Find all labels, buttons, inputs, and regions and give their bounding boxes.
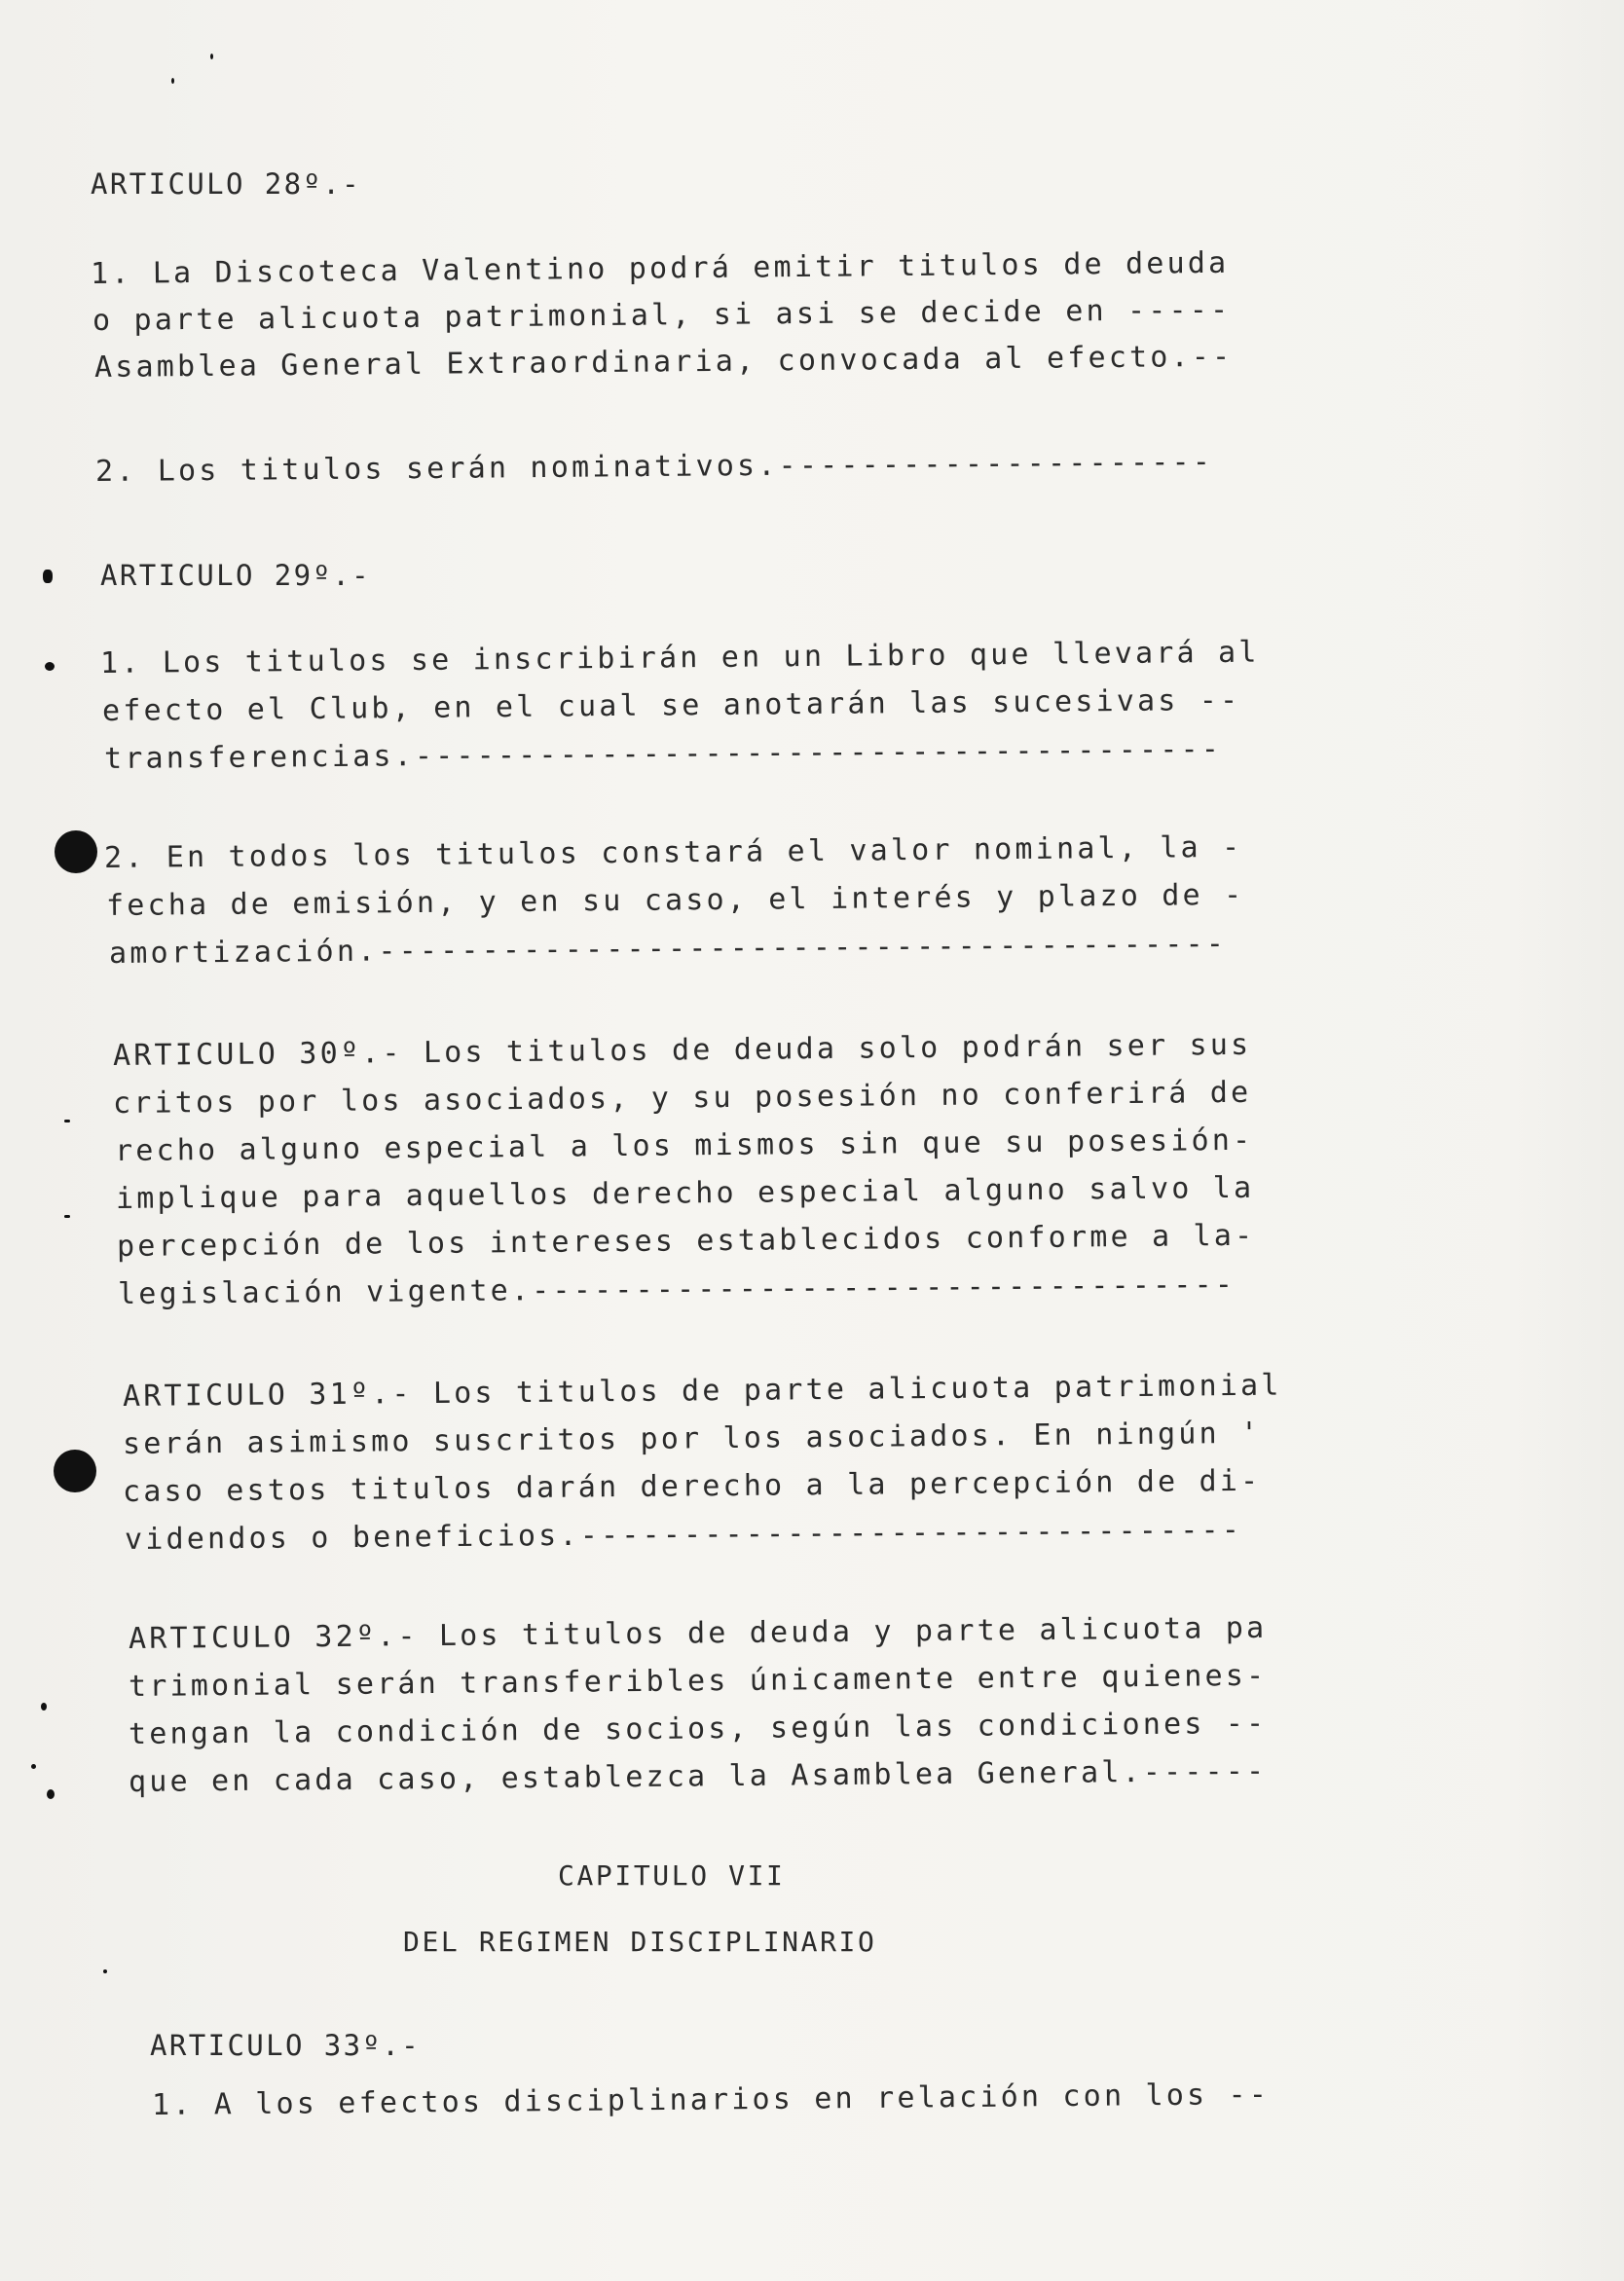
article-29-line-6: amortización.----------------------------------------- (108, 926, 1228, 971)
margin-speck-4 (64, 1215, 70, 1218)
chapter-title: CAPITULO VII (558, 1859, 786, 1892)
article-30-line-6: legislación vigente.---------------------------------- (117, 1267, 1236, 1311)
margin-speck-9 (171, 78, 174, 84)
article-33-line-1: 1. A los efectos disciplinarios en relación con los -- (151, 2077, 1271, 2122)
article-29-line-5: fecha de emisión, y en su caso, el interés y plazo de - (105, 877, 1245, 923)
margin-speck-5 (41, 1703, 47, 1711)
article-31-line-4: videndos o beneficios.-------------------------------- (124, 1512, 1243, 1557)
article-31-line-2: serán asimismo suscritos por los asociados. En ningún ' (122, 1416, 1262, 1461)
article-29-heading: ARTICULO 29º.- (100, 559, 372, 592)
margin-speck-3 (64, 1120, 70, 1122)
article-33-heading: ARTICULO 33º.- (150, 2029, 422, 2062)
article-29-line-3: transferencias.--------------------------------------- (103, 731, 1223, 776)
article-32-line-1: ARTICULO 32º.- Los titulos de deuda y parte alicuota pa (128, 1610, 1268, 1656)
article-30-line-3: recho alguno especial a los mismos sin que su posesión- (114, 1122, 1254, 1168)
punch-hole-upper (55, 830, 97, 873)
article-29-line-2: efecto el Club, en el cual se anotarán las sucesivas -- (101, 682, 1241, 728)
article-31-line-3: caso estos titulos darán derecho a la percepción de di- (122, 1463, 1262, 1509)
margin-speck-10 (103, 1969, 107, 1973)
margin-speck-1 (43, 570, 53, 583)
article-30-line-1: ARTICULO 30º.- Los titulos de deuda solo podrán ser sus (112, 1027, 1252, 1073)
margin-speck-7 (47, 1789, 55, 1799)
article-28-line-1: 1. La Discoteca Valentino podrá emitir titulos de deuda (90, 245, 1230, 291)
article-32-line-3: tengan la condición de socios, según las condiciones -- (128, 1706, 1268, 1751)
article-30-line-4: implique para aquellos derecho especial alguno salvo la (115, 1170, 1255, 1216)
margin-speck-6 (31, 1764, 36, 1769)
article-32-line-4: que en cada caso, establezca la Asamblea General.------ (128, 1753, 1268, 1799)
article-29-line-4: 2. En todos los titulos constará el valor nominal, la - (103, 829, 1243, 875)
margin-speck-2 (45, 662, 55, 671)
page-edge-shadow (1507, 0, 1624, 2281)
punch-hole-lower (54, 1450, 96, 1492)
article-29-line-1: 1. Los titulos se inscribirán en un Libro que llevará al (99, 635, 1260, 681)
margin-speck-8 (210, 54, 213, 59)
article-32-line-2: trimonial serán transferibles únicamente entre quienes- (128, 1658, 1268, 1704)
article-30-line-2: critos por los asociados, y su posesión no conferirá de (112, 1075, 1252, 1121)
article-31-line-1: ARTICULO 31º.- Los titulos de parte alicuota patrimonial (122, 1368, 1282, 1414)
article-28-line-2: o parte alicuota patrimonial, si asi se decide en ----- (92, 292, 1232, 338)
article-28-line-4: 2. Los titulos serán nominativos.--------------------- (94, 444, 1214, 489)
chapter-subtitle: DEL REGIMEN DISCIPLINARIO (403, 1926, 877, 1958)
article-28-line-3: Asamblea General Extraordinaria, convocada al efecto.-- (93, 339, 1234, 385)
article-28-heading: ARTICULO 28º.- (91, 167, 362, 201)
article-30-line-5: percepción de los intereses establecidos conforme a la- (116, 1218, 1256, 1264)
